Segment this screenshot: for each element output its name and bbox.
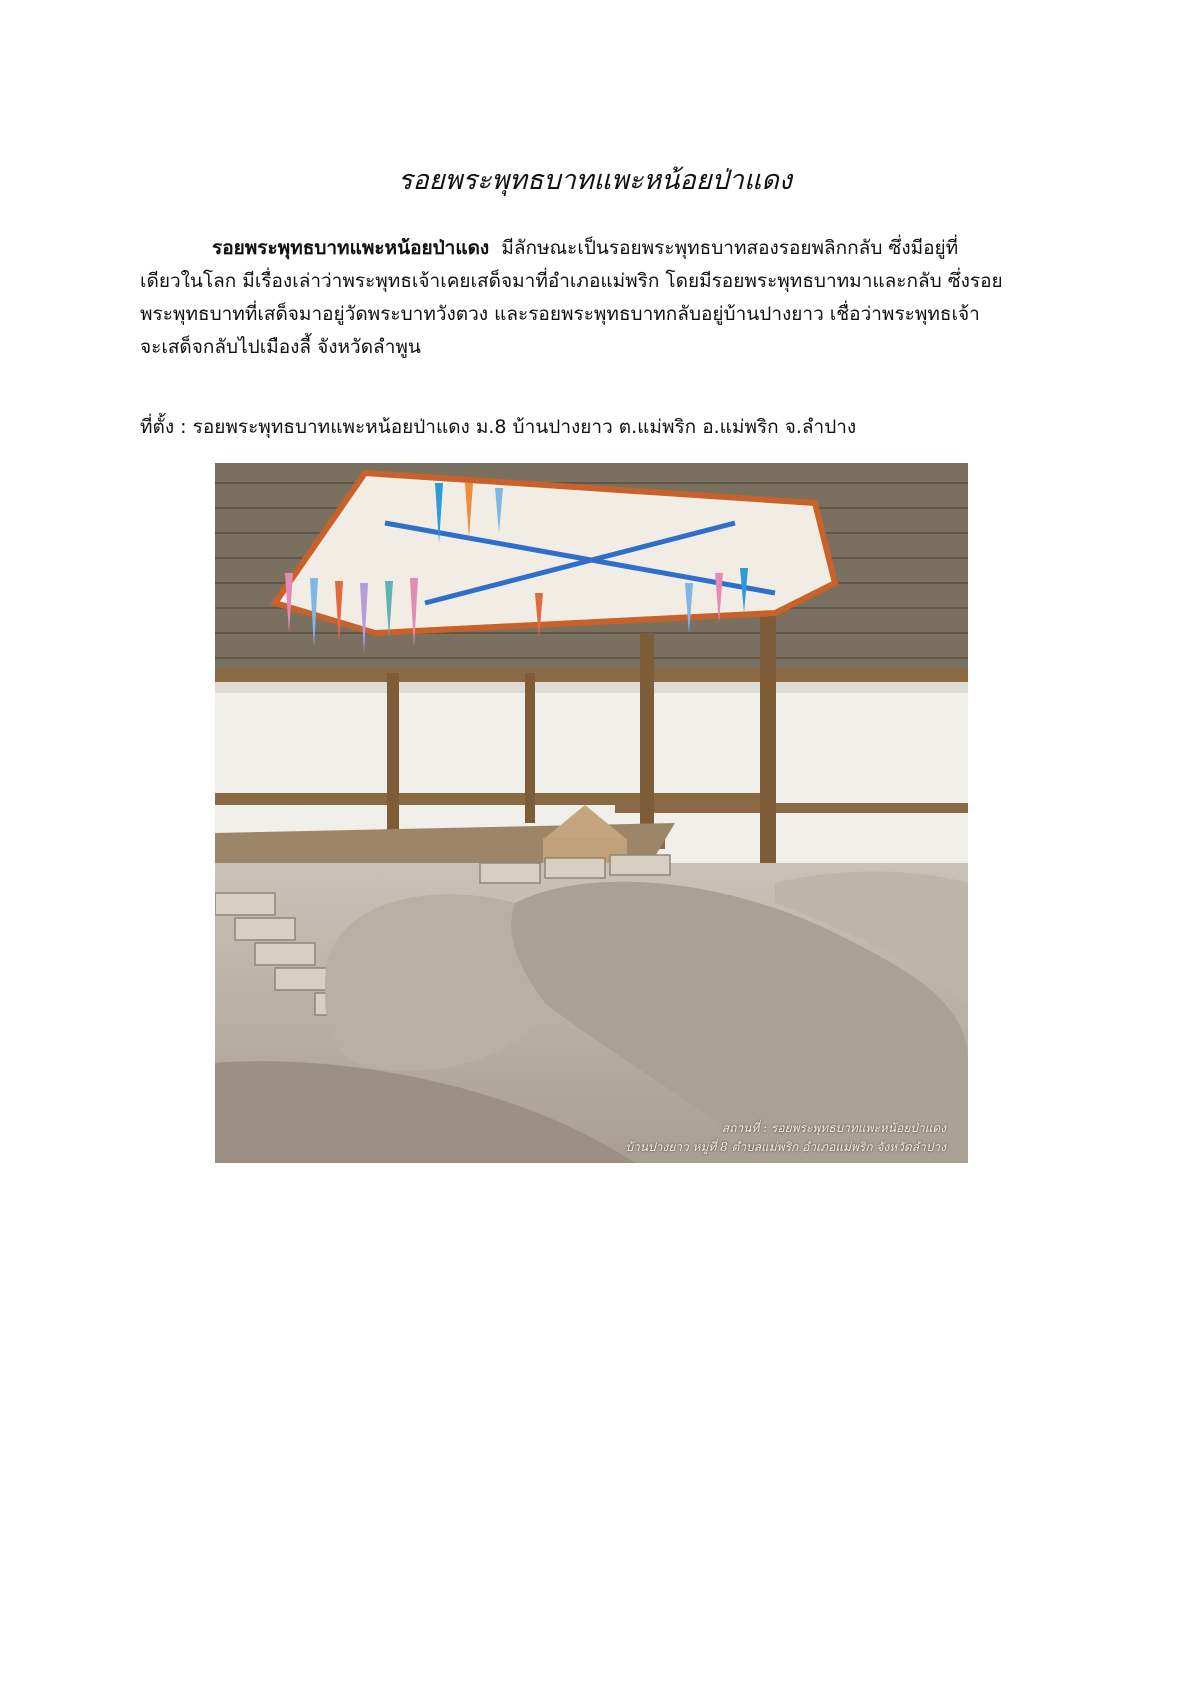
- photo-caption: [625, 1119, 946, 1157]
- photo-caption-line-1: สถานที่ : รอยพระพุทธบาทแพะหน้อยป่าแดง: [721, 1121, 946, 1135]
- paragraph-line-1: [140, 232, 1050, 265]
- page-title: รอยพระพุทธบาทแพะหน้อยป่าแดง: [398, 165, 792, 196]
- paragraph-line-2: เดียวในโลก มีเรื่องเล่าว่าพระพุทธเจ้าเคยเสด็จมาที่อำเภอแม่พริก โดยมีรอยพระพุทธบาทมาและกลับ ซึ่งรอย: [140, 270, 1003, 292]
- description-paragraph: [140, 232, 1050, 364]
- photo-caption-line-2: บ้านปางยาว หมู่ที่ 8 ตำบลแม่พริก อำเภอแม่พริก จังหวัดลำปาง: [625, 1140, 946, 1154]
- paragraph-line-4: จะเสด็จกลับไปเมืองลี้ จังหวัดลำพูน: [140, 336, 421, 358]
- footprint-shrine-illustration: [215, 463, 968, 1163]
- paragraph-lead: รอยพระพุทธบาทแพะหน้อยป่าแดง: [212, 237, 490, 259]
- location-line: ที่ตั้ง : รอยพระพุทธบาทแพะหน้อยป่าแดง ม.8 บ้านปางยาว ต.แม่พริก อ.แม่พริก จ.ลำปาง: [140, 416, 857, 438]
- paragraph-line-1-text: มีลักษณะเป็นรอยพระพุทธบาทสองรอยพลิกกลับ ซึ่งมีอยู่ที่: [501, 237, 959, 259]
- site-photo: [215, 463, 968, 1163]
- paragraph-line-3: พระพุทธบาทที่เสด็จมาอยู่วัดพระบาทวังตวง และรอยพระพุทธบาทกลับอยู่บ้านปางยาว เชื่อว่าพระพุทธเจ้า: [140, 303, 980, 325]
